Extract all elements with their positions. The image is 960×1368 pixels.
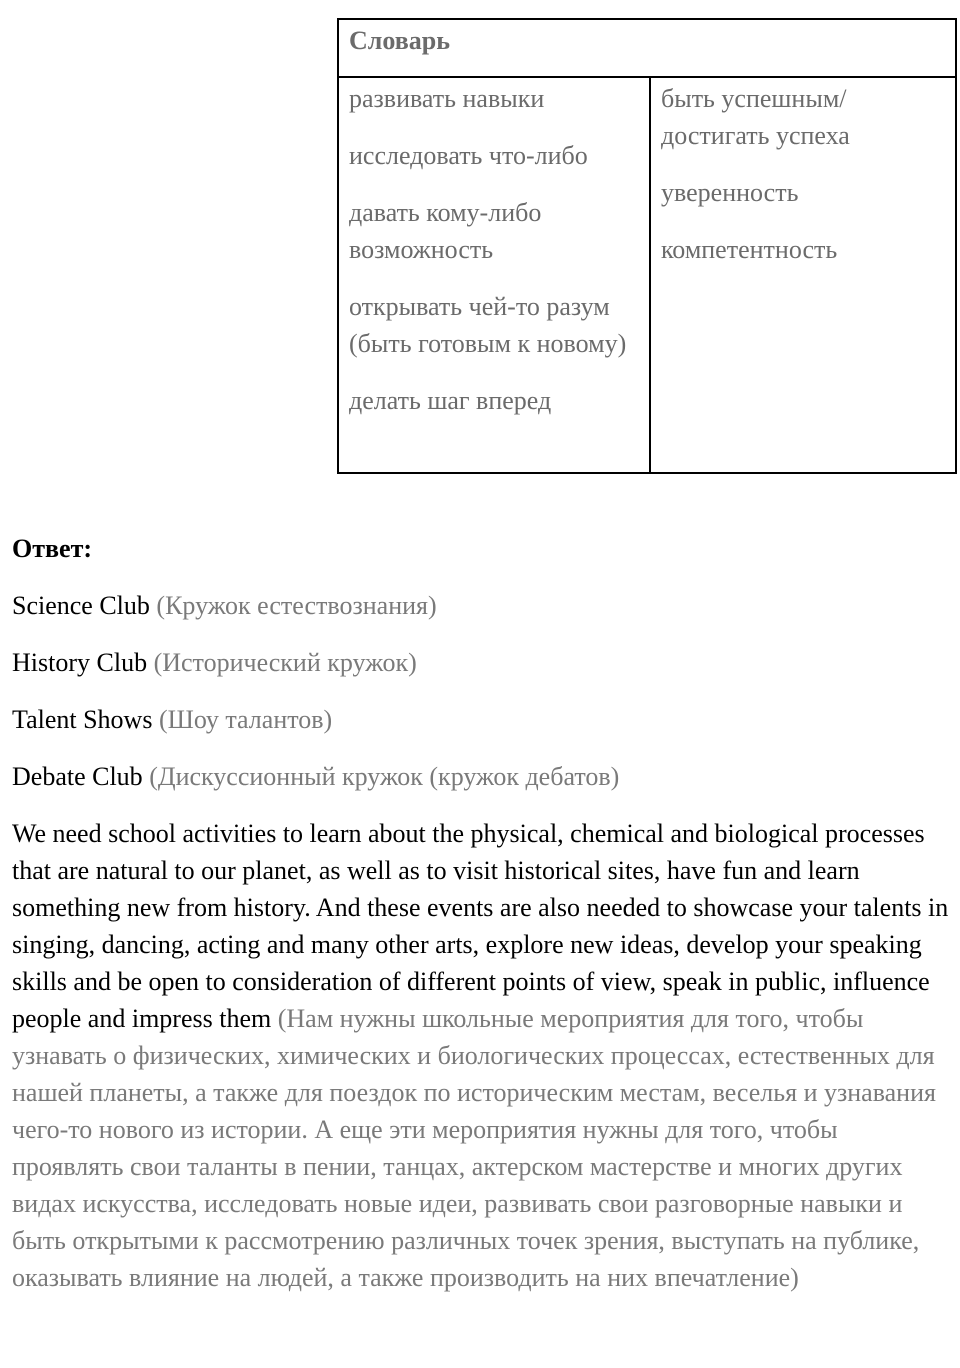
paragraph-russian: (Нам нужны школьные мероприятия для того, чтобы узнавать о физических, химических и биологических процессах, естественных для нашей планеты, а также для поездок по историческим местам, веселья и узнавания чего-то нового из истории. А еще эти мероприятия нужны для того, чтобы проявлять свои таланты в пении, танцах, актерском мастерстве и многих других видах искусства, исследовать новые идеи, развивать свои разговорные навыки и быть открытыми к рассмотрению различных точек зрения, выступать на публике, оказывать влияние на людей, а также производить на них впечатление): [12, 1004, 936, 1292]
vocabulary-item: быть успешным/достигать успеха: [661, 84, 850, 150]
club-line: [12, 701, 952, 738]
answer-label: Ответ:: [12, 534, 93, 563]
vocabulary-item: компетентность: [661, 235, 838, 264]
club-name: Debate Club: [12, 762, 143, 791]
club-translation: (Исторический кружок): [153, 648, 417, 677]
club-name: History Club: [12, 648, 148, 677]
answer-paragraph: [12, 815, 952, 1296]
vocabulary-left-column: [349, 80, 641, 439]
club-translation: (Шоу талантов): [158, 705, 333, 734]
club-name: Talent Shows: [12, 705, 153, 734]
club-line: [12, 758, 952, 795]
vocabulary-right-column: [661, 80, 951, 288]
club-name: Science Club: [12, 591, 150, 620]
paragraph-english: We need school activities to learn about the physical, chemical and biological processes that are natural to our planet, as well as to visit historical sites, have fun and learn something new from history. And these events are also needed to showcase your talents in singing, dancing, acting and many other arts, explore new ideas, develop your speaking skills and be open to consideration of different points of view, speak in public, influence people and impress them: [12, 819, 949, 1033]
club-line: [12, 587, 952, 624]
vocabulary-title: Словарь: [349, 26, 450, 55]
vocabulary-item: развивать навыки: [349, 84, 545, 113]
vocabulary-item: уверенность: [661, 178, 799, 207]
vocabulary-item: открывать чей-то разум (быть готовым к новому): [349, 292, 627, 358]
column-divider: [649, 78, 651, 472]
vocabulary-table: [337, 18, 957, 474]
vocabulary-item: делать шаг вперед: [349, 386, 552, 415]
vocabulary-item: исследовать что-либо: [349, 141, 588, 170]
answer-section: [12, 530, 952, 1316]
club-translation: (Дискуссионный кружок (кружок дебатов): [149, 762, 620, 791]
vocabulary-item: давать кому-либо возможность: [349, 198, 542, 264]
club-line: [12, 644, 952, 681]
vocabulary-header: [339, 20, 955, 78]
club-translation: (Кружок естествознания): [156, 591, 437, 620]
